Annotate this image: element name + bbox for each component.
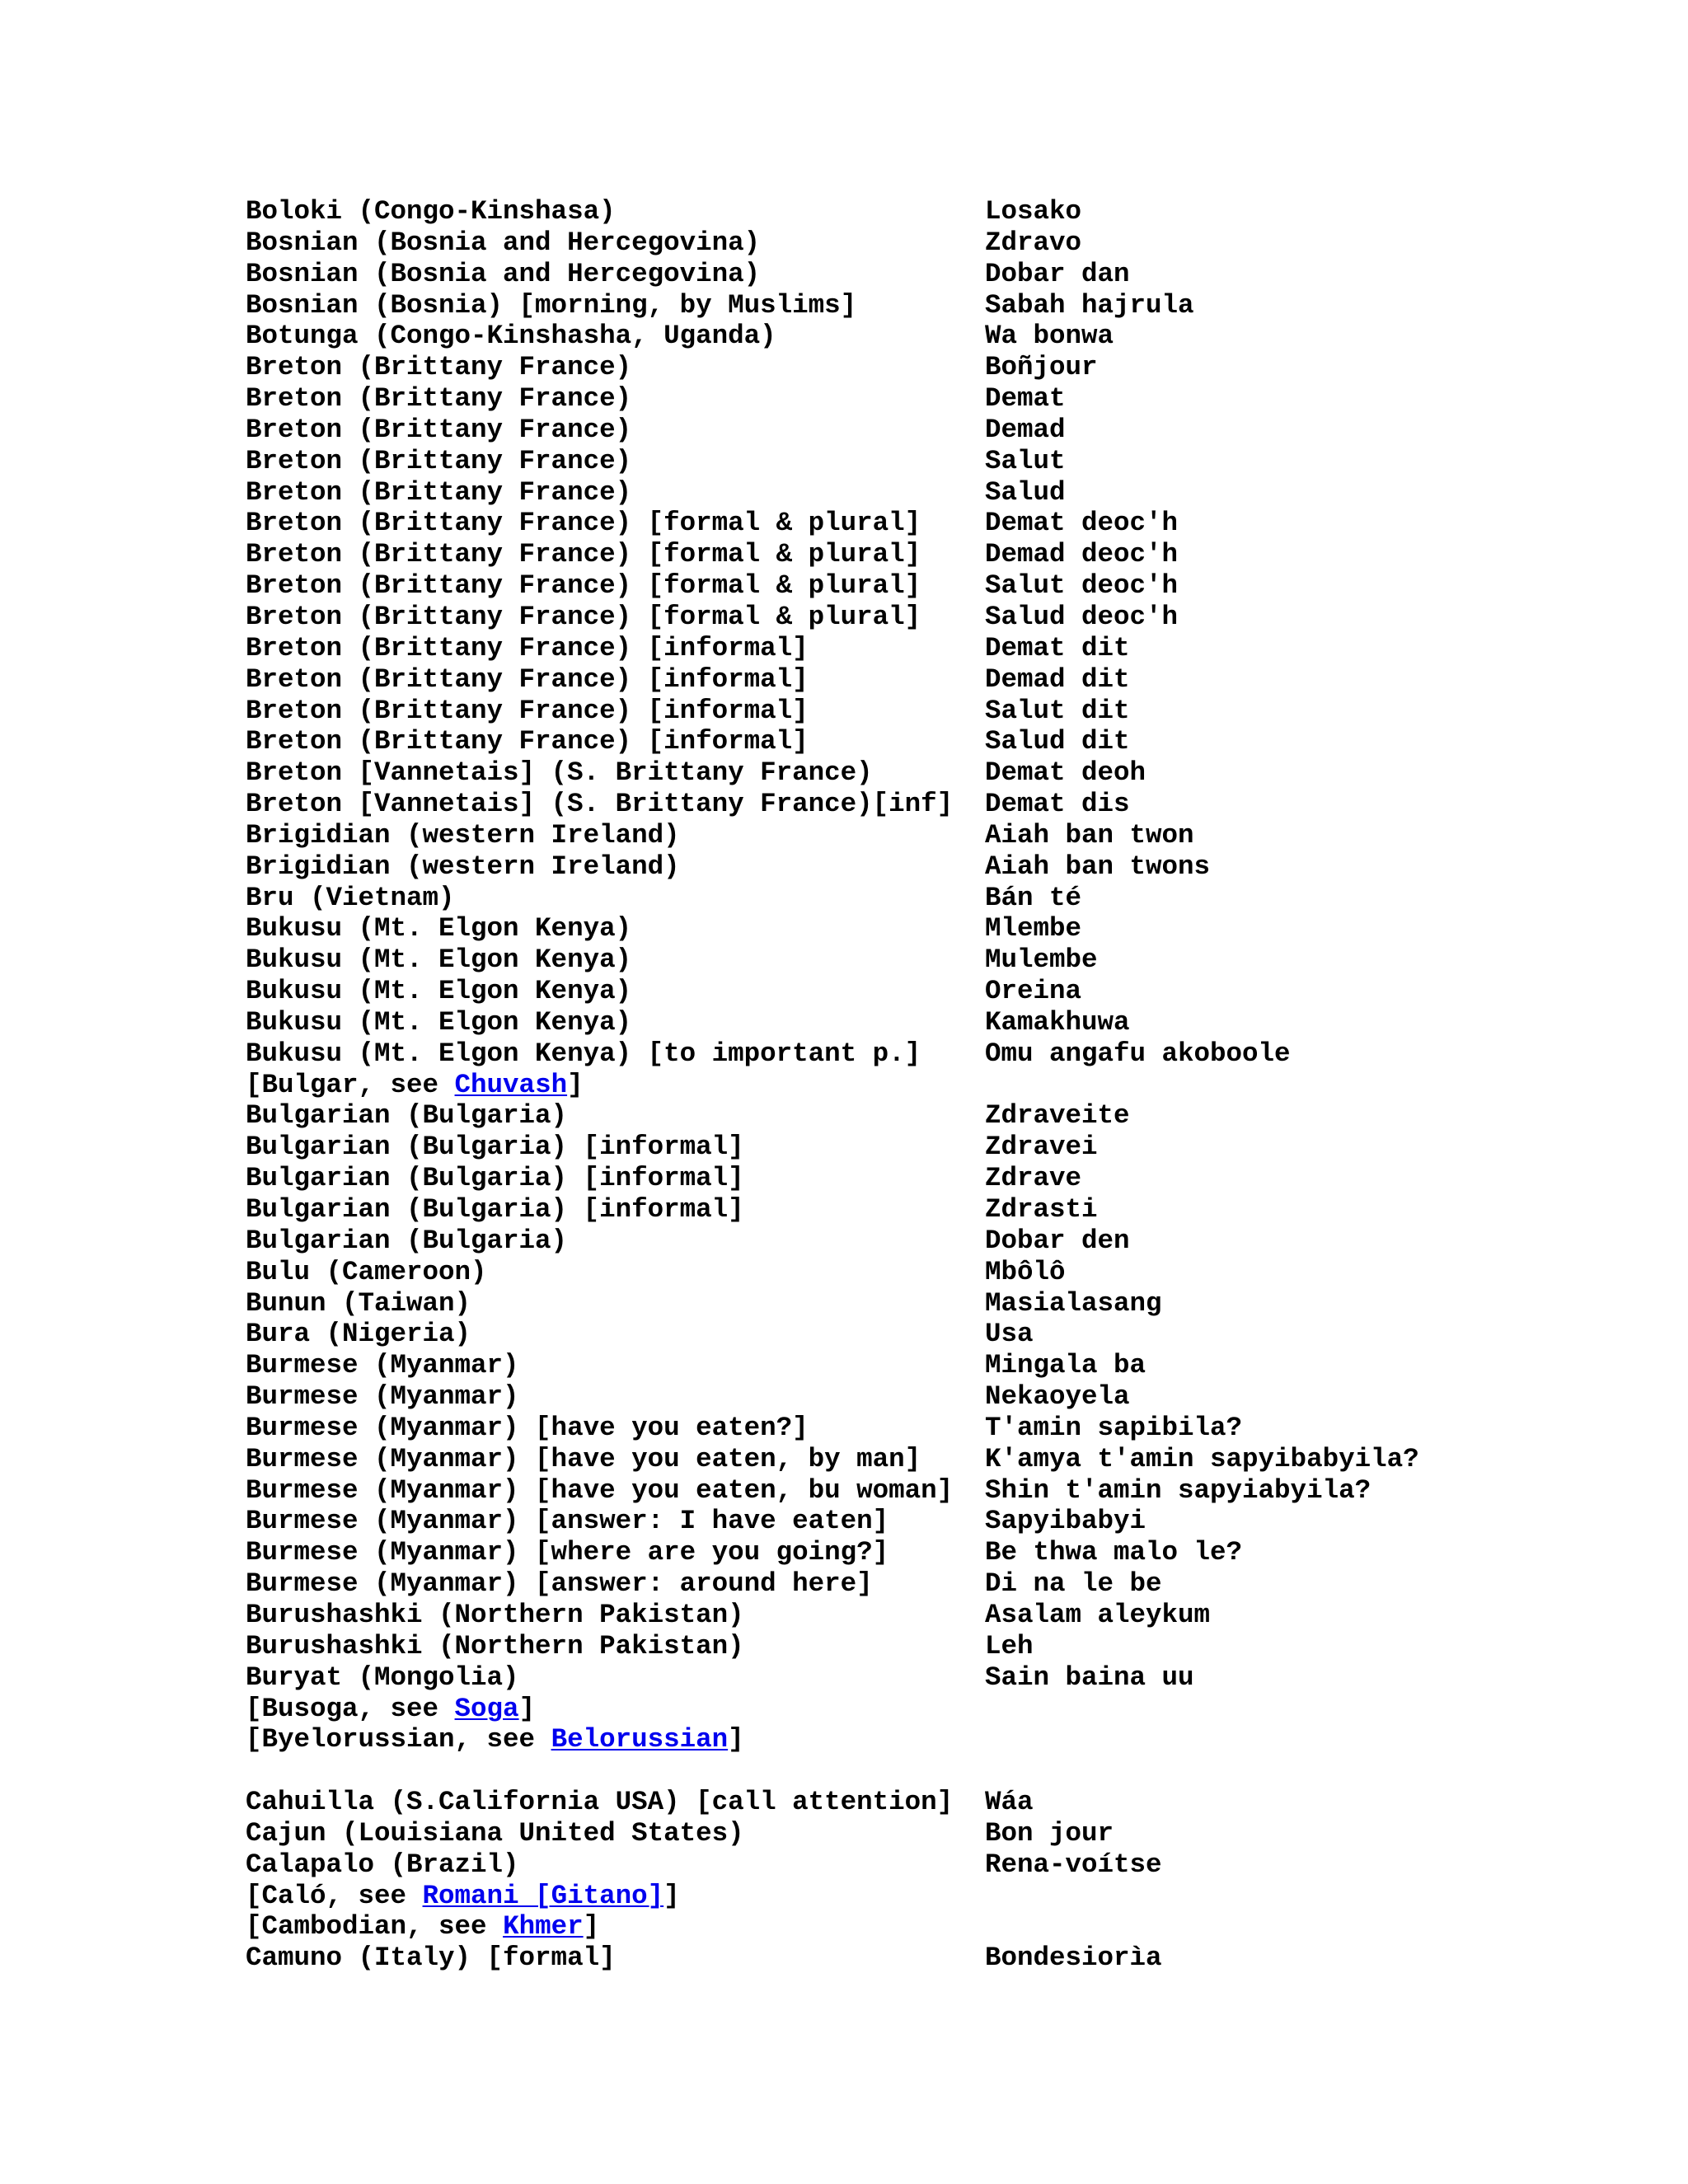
greetings-list: [246, 196, 1647, 1974]
greeting-text: Mlembe: [985, 913, 1082, 944]
list-item: [246, 602, 1647, 633]
greeting-text: Rena-voítse: [985, 1849, 1162, 1880]
greeting-text: Aiah ban twon: [985, 819, 1194, 851]
list-item: [246, 1537, 1647, 1568]
greeting-text: Mingala ba: [985, 1350, 1146, 1381]
list-item: [246, 570, 1647, 602]
language-name: Burushashki (Northern Pakistan): [246, 1599, 744, 1630]
list-item: [246, 1506, 1647, 1537]
language-name: Bosnian (Bosnia and Hercegovina): [246, 258, 761, 289]
language-name: Breton (Brittany France): [246, 383, 632, 415]
cross-reference-prefix: [Cambodian, see: [246, 1911, 504, 1943]
greeting-text: Demat deoc'h: [985, 508, 1179, 539]
cross-reference-text: [246, 1724, 744, 1755]
list-item: [246, 196, 1647, 227]
list-item: [246, 1350, 1647, 1381]
language-name: Bukusu (Mt. Elgon Kenya) [to important p.]: [246, 1038, 921, 1069]
greeting-text: Di na le be: [985, 1568, 1162, 1600]
language-name: Burmese (Myanmar): [246, 1381, 519, 1413]
list-item: [246, 259, 1647, 290]
language-name: Bura (Nigeria): [246, 1319, 471, 1350]
greeting-text: Boñjour: [985, 352, 1098, 383]
cross-reference-text: [246, 1070, 584, 1101]
greeting-text: Dobar den: [985, 1225, 1130, 1256]
list-item: [246, 1631, 1647, 1662]
language-name: Breton (Brittany France) [informal]: [246, 632, 809, 663]
list-item: [246, 1038, 1647, 1070]
list-item: [246, 1568, 1647, 1600]
list-item: [246, 1444, 1647, 1475]
language-name: Bukusu (Mt. Elgon Kenya): [246, 913, 632, 944]
list-item: [246, 1662, 1647, 1694]
greeting-text: Usa: [985, 1319, 1034, 1350]
language-name: Cajun (Louisiana United States): [246, 1817, 744, 1849]
list-item: [246, 633, 1647, 664]
greeting-text: Asalam aleykum: [985, 1599, 1211, 1630]
greeting-text: Zdrave: [985, 1163, 1082, 1194]
list-item: [246, 290, 1647, 321]
list-item: [246, 976, 1647, 1007]
list-item: [246, 1849, 1647, 1881]
list-item: [246, 446, 1647, 477]
cross-reference-suffix: ]: [583, 1911, 600, 1943]
list-item: [246, 415, 1647, 446]
list-item: [246, 1381, 1647, 1413]
greeting-text: Losako: [985, 196, 1082, 227]
greeting-text: Salut: [985, 445, 1066, 476]
greeting-text: Salud deoc'h: [985, 601, 1179, 632]
greeting-text: T'amin sapibila?: [985, 1412, 1243, 1443]
greeting-text: Demat dit: [985, 632, 1130, 663]
cross-reference-link[interactable]: Romani [Gitano]: [422, 1880, 664, 1911]
cross-reference-link[interactable]: Chuvash: [454, 1069, 568, 1100]
greeting-text: Demad: [985, 414, 1066, 445]
greeting-text: Wa bonwa: [985, 321, 1114, 352]
language-name: Bru (Vietnam): [246, 882, 455, 913]
language-name: Brigidian (western Ireland): [246, 851, 680, 882]
language-name: Bulgarian (Bulgaria) [informal]: [246, 1132, 744, 1163]
cross-reference-link[interactable]: Soga: [454, 1693, 519, 1724]
language-name: Breton (Brittany France) [formal & plural]: [246, 539, 921, 570]
greeting-text: Zdraveite: [985, 1100, 1130, 1132]
list-item: [246, 1943, 1647, 1974]
greeting-text: Demat deoh: [985, 757, 1146, 789]
greeting-text: Bán té: [985, 882, 1082, 913]
language-name: Burushashki (Northern Pakistan): [246, 1630, 744, 1661]
greeting-text: Dobar dan: [985, 258, 1130, 289]
cross-reference: [246, 1881, 1647, 1912]
language-name: Bukusu (Mt. Elgon Kenya): [246, 944, 632, 976]
cross-reference-suffix: ]: [518, 1693, 536, 1724]
list-item: [246, 508, 1647, 539]
greeting-text: Be thwa malo le?: [985, 1537, 1243, 1568]
blank-line: [246, 1755, 1647, 1787]
list-item: [246, 1319, 1647, 1350]
language-name: Bulgarian (Bulgaria) [informal]: [246, 1163, 744, 1194]
list-item: [246, 664, 1647, 696]
language-name: Bukusu (Mt. Elgon Kenya): [246, 1006, 632, 1038]
language-name: Botunga (Congo-Kinshasha, Uganda): [246, 321, 776, 352]
language-name: Camuno (Italy) [formal]: [246, 1943, 616, 1974]
language-name: Breton (Brittany France) [formal & plural]: [246, 570, 921, 602]
greeting-text: Oreina: [985, 976, 1082, 1007]
list-item: [246, 726, 1647, 757]
language-name: Breton (Brittany France) [informal]: [246, 695, 809, 726]
language-name: Breton (Brittany France) [formal & plural]: [246, 508, 921, 539]
greeting-text: Salud dit: [985, 726, 1130, 757]
list-item: [246, 696, 1647, 727]
list-item: [246, 757, 1647, 789]
greeting-text: K'amya t'amin sapyibabyila?: [985, 1443, 1419, 1474]
list-item: [246, 227, 1647, 259]
list-item: [246, 883, 1647, 914]
cross-reference: [246, 1724, 1647, 1755]
language-name: Breton [Vannetais] (S. Brittany France): [246, 757, 873, 789]
list-item: [246, 539, 1647, 570]
list-item: [246, 1007, 1647, 1038]
cross-reference: [246, 1694, 1647, 1725]
list-item: [246, 477, 1647, 509]
greeting-text: Mbôlô: [985, 1256, 1066, 1287]
language-name: Breton (Brittany France) [informal]: [246, 663, 809, 695]
greeting-text: Zdravei: [985, 1132, 1098, 1163]
list-item: [246, 789, 1647, 820]
language-name: Burmese (Myanmar) [have you eaten, by man]: [246, 1443, 921, 1474]
greeting-text: Sapyibabyi: [985, 1506, 1146, 1537]
language-name: Boloki (Congo-Kinshasa): [246, 196, 616, 227]
cross-reference-prefix: [Byelorussian, see: [246, 1724, 551, 1755]
language-name: Burmese (Myanmar) [have you eaten, bu woman]: [246, 1474, 954, 1506]
language-name: Bulgarian (Bulgaria): [246, 1100, 568, 1132]
greeting-text: Salud: [985, 476, 1066, 508]
language-name: Breton (Brittany France): [246, 414, 632, 445]
list-item: [246, 1163, 1647, 1194]
greeting-text: Mulembe: [985, 944, 1098, 976]
language-name: Breton (Brittany France) [informal]: [246, 726, 809, 757]
greeting-text: Sabah hajrula: [985, 289, 1194, 321]
list-item: [246, 820, 1647, 851]
language-name: Burmese (Myanmar) [have you eaten?]: [246, 1412, 809, 1443]
greeting-text: Salut dit: [985, 695, 1130, 726]
cross-reference-link[interactable]: Khmer: [503, 1911, 584, 1943]
cross-reference-suffix: ]: [663, 1880, 680, 1911]
language-name: Bunun (Taiwan): [246, 1287, 471, 1319]
language-name: Burmese (Myanmar) [answer: I have eaten]: [246, 1506, 889, 1537]
greeting-text: Zdravo: [985, 227, 1082, 258]
cross-reference-text: [246, 1881, 680, 1912]
cross-reference-suffix: ]: [728, 1724, 744, 1755]
greeting-text: Leh: [985, 1630, 1034, 1661]
language-name: Cahuilla (S.California USA) [call attention]: [246, 1787, 954, 1818]
language-name: Calapalo (Brazil): [246, 1849, 519, 1880]
cross-reference-prefix: [Busoga, see: [246, 1693, 455, 1724]
language-name: Breton [Vannetais] (S. Brittany France)[inf]: [246, 789, 954, 820]
list-item: [246, 352, 1647, 383]
list-item: [246, 944, 1647, 976]
greeting-text: Omu angafu akoboole: [985, 1038, 1291, 1069]
language-name: Breton (Brittany France): [246, 476, 632, 508]
language-name: Burmese (Myanmar): [246, 1350, 519, 1381]
list-item: [246, 1818, 1647, 1849]
language-name: Brigidian (western Ireland): [246, 819, 680, 851]
greeting-text: Masialasang: [985, 1287, 1162, 1319]
cross-reference-link[interactable]: Belorussian: [551, 1724, 729, 1755]
greeting-text: Zdrasti: [985, 1194, 1098, 1225]
language-name: Bukusu (Mt. Elgon Kenya): [246, 976, 632, 1007]
language-name: Bulu (Cameroon): [246, 1256, 487, 1287]
language-name: Breton (Brittany France) [formal & plural]: [246, 601, 921, 632]
greeting-text: Aiah ban twons: [985, 851, 1211, 882]
list-item: [246, 1194, 1647, 1226]
list-item: [246, 913, 1647, 944]
list-item: [246, 1413, 1647, 1444]
greeting-text: Salut deoc'h: [985, 570, 1179, 602]
list-item: [246, 321, 1647, 352]
list-item: [246, 1600, 1647, 1631]
cross-reference: [246, 1070, 1647, 1101]
list-item: [246, 1100, 1647, 1132]
greeting-text: Shin t'amin sapyiabyila?: [985, 1474, 1372, 1506]
language-name: Bosnian (Bosnia) [morning, by Muslims]: [246, 289, 857, 321]
list-item: [246, 1226, 1647, 1257]
cross-reference-prefix: [Caló, see: [246, 1880, 423, 1911]
list-item: [246, 1288, 1647, 1319]
greeting-text: Demad deoc'h: [985, 539, 1179, 570]
language-name: Breton (Brittany France): [246, 352, 632, 383]
list-item: [246, 1257, 1647, 1288]
greeting-text: Nekaoyela: [985, 1381, 1130, 1413]
cross-reference: [246, 1911, 1647, 1943]
cross-reference-suffix: ]: [567, 1069, 584, 1100]
greeting-text: Bondesiorìa: [985, 1943, 1162, 1974]
language-name: Buryat (Mongolia): [246, 1661, 519, 1693]
cross-reference-text: [246, 1911, 599, 1943]
greeting-text: Demat dis: [985, 789, 1130, 820]
greeting-text: Demad dit: [985, 663, 1130, 695]
cross-reference-prefix: [Bulgar, see: [246, 1069, 455, 1100]
language-name: Bulgarian (Bulgaria): [246, 1225, 568, 1256]
list-item: [246, 1475, 1647, 1507]
list-item: [246, 383, 1647, 415]
cross-reference-text: [246, 1694, 535, 1725]
list-item: [246, 851, 1647, 883]
language-name: Bulgarian (Bulgaria) [informal]: [246, 1194, 744, 1225]
language-name: Burmese (Myanmar) [where are you going?]: [246, 1537, 889, 1568]
greeting-text: Demat: [985, 383, 1066, 415]
greeting-text: Wáa: [985, 1787, 1034, 1818]
list-item: [246, 1132, 1647, 1163]
greeting-text: Bon jour: [985, 1817, 1114, 1849]
language-name: Bosnian (Bosnia and Hercegovina): [246, 227, 761, 258]
language-name: Burmese (Myanmar) [answer: around here]: [246, 1568, 873, 1600]
language-name: Breton (Brittany France): [246, 445, 632, 476]
greeting-text: Sain baina uu: [985, 1661, 1194, 1693]
greeting-text: Kamakhuwa: [985, 1006, 1130, 1038]
list-item: [246, 1787, 1647, 1818]
